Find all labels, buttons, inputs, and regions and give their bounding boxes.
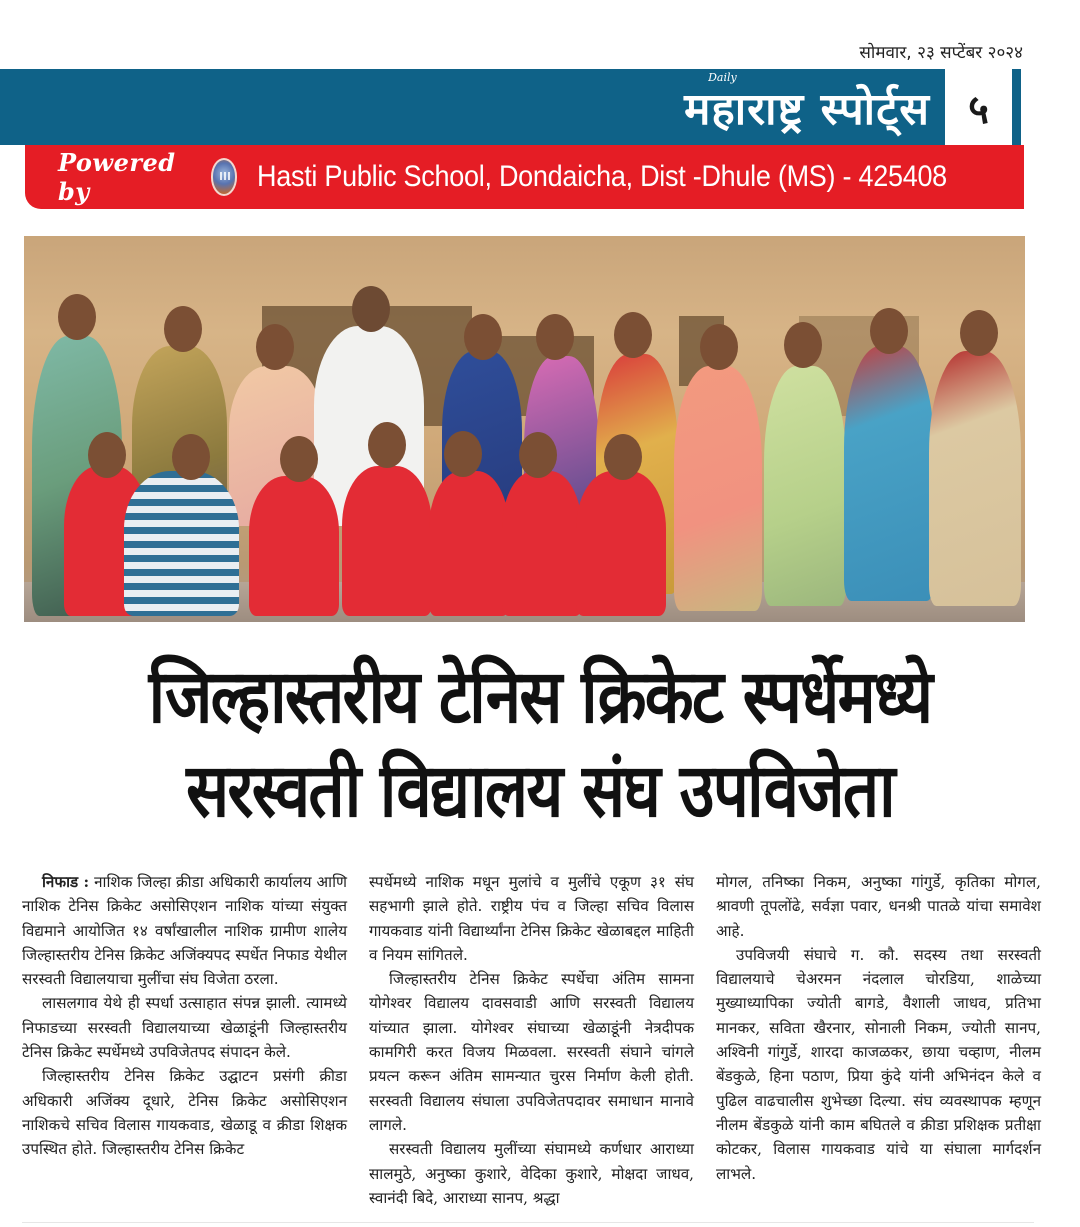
headline-line-1: जिल्हास्तरीय टेनिस क्रिकेट स्पर्धेमध्ये [148, 654, 932, 740]
masthead-title: महाराष्ट्र स्पोर्ट्स [684, 84, 930, 135]
photo-face [88, 432, 126, 478]
article-paragraph: लासलगाव येथे ही स्पर्धा उत्साहात संपन्न झाली. त्यामध्ये निफाडच्या सरस्वती विद्यालयाच्या खेळाडूंनी जिल्हास्तरीय टेनिस क्रिकेट स्पर्धेमध्ये उपविजेतपद संपादन केले. [22, 994, 347, 1062]
photo-person [764, 366, 846, 606]
article-column-3 [716, 870, 1041, 1210]
article-body [22, 870, 1042, 1210]
photo-face [519, 432, 557, 478]
photo-person [929, 351, 1021, 606]
article-paragraph: सरस्वती विद्यालय मुलींच्या संघामध्ये कर्णधार आराध्या सालमुठे, अनुष्का कुशारे, वेदिका कुशारे, मोक्षदा जाधव, स्वानंदी बिदे, आराध्या सानप, श्रद्धा [369, 1140, 694, 1207]
powered-by-label: Powered by [58, 148, 176, 206]
photo-player [249, 476, 339, 616]
photo-face [164, 306, 202, 352]
photo-player [576, 471, 666, 616]
sponsor-banner [25, 145, 1024, 209]
article-headline [93, 650, 987, 838]
article-paragraph: उपविजयी संघाचे ग. कौ. सदस्य तथा सरस्वती विद्यालयाचे चेअरमन नंदलाल चोरडिया, शाळेच्या मुख्याध्यापिका ज्योती बागडे, वैशाली जाधव, प्रतिभा मानकर, सविता खैरनार, सोनाली निकम, ज्योती सानप, अश्विनी गांगुर्डे, शारदा काजळकर, छाया चव्हाण, नीलम बेंडकुळे, हिना पठाण, प्रिया कुंदे यांनी अभिनंदन केले व पुढिल वाढचालीस शुभेच्छा दिल्या. संघ व्यवस्थापक म्हणून नीलम बेंडकुळे यांनी काम बघितले व क्रीडा प्रशिक्षक प्रतीक्षा कोटकर, विलास गायकवाड यांचे या संघाला मार्गदर्शन लाभले. [716, 945, 1041, 1183]
headline-line-2: सरस्वती विद्यालय संघ उपविजेता [186, 748, 894, 834]
school-logo-icon [211, 158, 238, 196]
photo-face [352, 286, 390, 332]
photo-player [124, 471, 239, 616]
photo-player [429, 471, 509, 616]
article-paragraph [22, 870, 347, 991]
article-paragraph: जिल्हास्तरीय टेनिस क्रिकेट उद्घाटन प्रसंगी क्रीडा अधिकारी अजिंक्य दूधारे, टेनिस क्रिकेट असोसिएशन नाशिकचे सचिव विलास गायकवाड, खेळाडू व क्रीडा शिक्षक उपस्थित होते. जिल्हास्तरीय टेनिस क्रिकेट [22, 1067, 347, 1159]
photo-face [444, 431, 482, 477]
photo-face [536, 314, 574, 360]
masthead-daily-label: Daily [708, 71, 737, 84]
photo-face [960, 310, 998, 356]
photo-face [604, 434, 642, 480]
photo-face [172, 434, 210, 480]
photo-player [502, 471, 582, 616]
photo-face [870, 308, 908, 354]
photo-person [674, 366, 762, 611]
team-photo [24, 236, 1025, 622]
sponsor-text: Hasti Public School, Dondaicha, Dist -Dhule (MS) - 425408 [257, 160, 948, 193]
issue-date: सोमवार, २३ सप्टेंबर २०२४ [859, 43, 1023, 63]
article-paragraph: मोगल, तनिष्का निकम, अनुष्का गांगुर्डे, कृतिका मोगल, श्रावणी तूपलोंढे, सर्वज्ञा पवार, धनश्री पातळे यांचा समावेश आहे. [716, 873, 1041, 940]
photo-person [844, 346, 934, 601]
article-column-2 [369, 870, 694, 1210]
article-paragraph: स्पर्धेमध्ये नाशिक मधून मुलांचे व मुलींचे एकूण ३१ संघ सहभागी झाले होते. राष्ट्रीय पंच व जिल्हा सचिव विलास गायकवाड यांनी विद्यार्थ्यांना टेनिस क्रिकेट खेळाबद्दल माहिती व नियम सांगितले. [369, 873, 694, 964]
photo-face [464, 314, 502, 360]
photo-face [614, 312, 652, 358]
masthead-bar-edge [1012, 69, 1021, 145]
masthead [684, 72, 930, 136]
photo-player [342, 466, 432, 616]
page-number: ५ [945, 69, 1012, 145]
paragraph-text: नाशिक जिल्हा क्रीडा अधिकारी कार्यालय आणि नाशिक टेनिस क्रिकेट असोसिएशन नाशिक यांच्या संयुक्त विद्यमाने आयोजित १४ वर्षांखालील नाशिक ग्रामीण शालेय जिल्हास्तरीय टेनिस क्रिकेट अजिंक्यपद स्पर्धेत निफाड येथील सरस्वती विद्यालयाचा मुलींचा संघ विजेता ठरला. [22, 873, 347, 989]
article-column-1 [22, 870, 347, 1210]
photo-face [280, 436, 318, 482]
photo-face [256, 324, 294, 370]
photo-face [784, 322, 822, 368]
article-paragraph: जिल्हास्तरीय टेनिस क्रिकेट स्पर्धेचा अंतिम सामना योगेश्वर विद्यालय दावसवाडी आणि सरस्वती विद्यालय यांच्यात झाला. योगेश्वर संघाच्या खेळाडूंनी नेत्रदीपक कामगिरी करत विजय मिळवला. सरस्वती संघाने चांगले प्रयत्न करून अंतिम सामन्यात चुरस निर्माण केली होती. सरस्वती विद्यालय संघाला उपविजेतपदावर समाधान मानावे लागले. [369, 970, 694, 1134]
bottom-rule [22, 1222, 1034, 1223]
photo-face [700, 324, 738, 370]
photo-face [58, 294, 96, 340]
photo-face [368, 422, 406, 468]
article-dateline: निफाड : [42, 873, 90, 891]
